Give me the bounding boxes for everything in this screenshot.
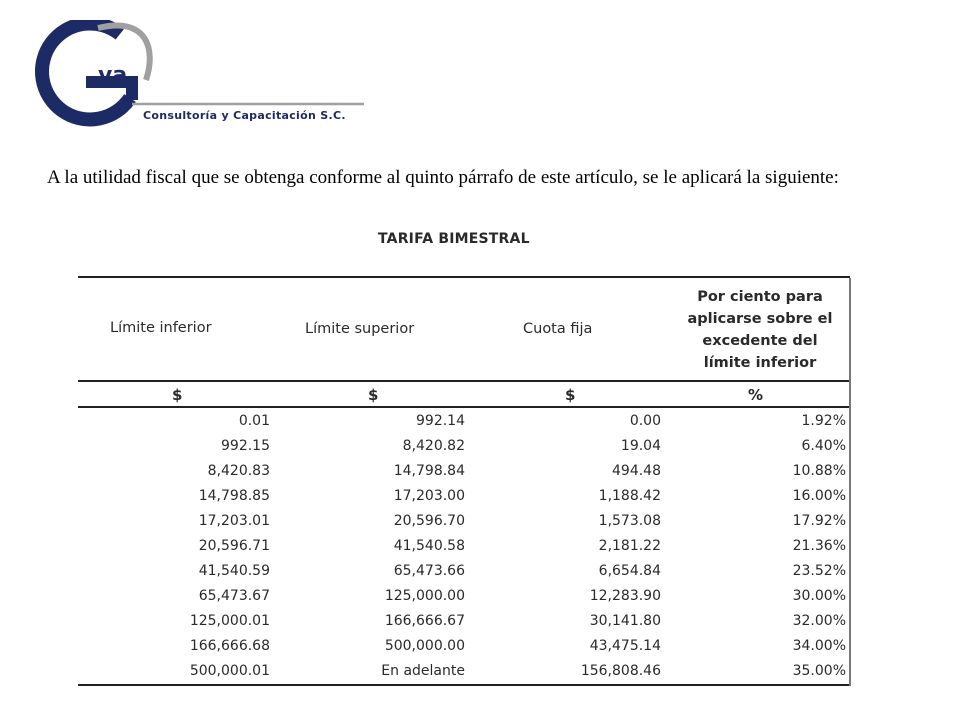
- cell-limite-superior: En adelante: [381, 663, 465, 679]
- cell-cuota-fija: 2,181.22: [598, 538, 661, 554]
- unit-col3: $: [565, 386, 576, 404]
- cell-cuota-fija: 30,141.80: [589, 613, 661, 629]
- header-cuota-fija: Cuota fija: [523, 321, 593, 337]
- cell-cuota-fija: 12,283.90: [589, 588, 661, 604]
- cell-por-ciento: 10.88%: [792, 463, 846, 479]
- header-rule: [78, 380, 850, 382]
- header-limite-superior: Límite superior: [305, 321, 415, 337]
- table-row: [0, 511, 960, 536]
- cell-limite-inferior: 125,000.01: [189, 613, 270, 629]
- table-row: [0, 561, 960, 586]
- cell-limite-superior: 125,000.00: [384, 588, 465, 604]
- cell-por-ciento: 30.00%: [792, 588, 846, 604]
- table-top-rule: [78, 276, 850, 278]
- cell-cuota-fija: 1,188.42: [598, 488, 661, 504]
- cell-limite-inferior: 0.01: [238, 413, 270, 429]
- header-por-ciento-line: Por ciento para: [697, 289, 823, 305]
- cell-limite-inferior: 17,203.01: [198, 513, 270, 529]
- cell-por-ciento: 32.00%: [792, 613, 846, 629]
- table-row: [0, 411, 960, 436]
- cell-por-ciento: 35.00%: [792, 663, 846, 679]
- cell-limite-inferior: 500,000.01: [189, 663, 270, 679]
- cell-limite-superior: 992.14: [416, 413, 465, 429]
- cell-limite-inferior: 992.15: [221, 438, 270, 454]
- header-por-ciento: [662, 286, 858, 374]
- cell-por-ciento: 17.92%: [792, 513, 846, 529]
- cell-limite-superior: 20,596.70: [393, 513, 465, 529]
- unit-col2: $: [368, 386, 379, 404]
- cell-por-ciento: 23.52%: [792, 563, 846, 579]
- cell-limite-superior: 41,540.58: [393, 538, 465, 554]
- table-row: [0, 436, 960, 461]
- logo-subtitle: Consultoría y Capacitación S.C.: [143, 109, 346, 122]
- cell-por-ciento: 6.40%: [801, 438, 846, 454]
- header-por-ciento-line: excedente del: [702, 333, 818, 349]
- cell-por-ciento: 16.00%: [792, 488, 846, 504]
- cell-limite-superior: 166,666.67: [384, 613, 465, 629]
- cell-limite-inferior: 8,420.83: [207, 463, 270, 479]
- table-row: [0, 586, 960, 611]
- cell-por-ciento: 1.92%: [801, 413, 846, 429]
- cell-cuota-fija: 1,573.08: [598, 513, 661, 529]
- table-row: [0, 536, 960, 561]
- cell-cuota-fija: 494.48: [612, 463, 661, 479]
- header-por-ciento-line: aplicarse sobre el: [687, 311, 833, 327]
- table-row: [0, 486, 960, 511]
- header-limite-inferior: Límite inferior: [110, 320, 212, 336]
- unit-col4: %: [748, 386, 764, 404]
- cell-cuota-fija: 156,808.46: [580, 663, 661, 679]
- header-por-ciento-line: límite inferior: [703, 355, 817, 371]
- units-rule: [78, 406, 850, 408]
- cell-limite-inferior: 65,473.67: [198, 588, 270, 604]
- table-title: TARIFA BIMESTRAL: [378, 231, 530, 247]
- cell-limite-inferior: 166,666.68: [189, 638, 270, 654]
- unit-col1: $: [172, 386, 183, 404]
- table-row: [0, 661, 960, 686]
- cell-cuota-fija: 19.04: [620, 438, 661, 454]
- table-row: [0, 461, 960, 486]
- cell-por-ciento: 34.00%: [792, 638, 846, 654]
- cell-limite-superior: 500,000.00: [384, 638, 465, 654]
- cell-cuota-fija: 0.00: [629, 413, 661, 429]
- intro-paragraph: A la utilidad fiscal que se obtenga conforme al quinto párrafo de este artículo, se le aplicará la siguiente:: [47, 167, 839, 188]
- cell-limite-superior: 65,473.66: [393, 563, 465, 579]
- cell-cuota-fija: 43,475.14: [589, 638, 661, 654]
- cell-limite-inferior: 41,540.59: [198, 563, 270, 579]
- cell-limite-inferior: 14,798.85: [198, 488, 270, 504]
- cell-cuota-fija: 6,654.84: [598, 563, 661, 579]
- table-row: [0, 636, 960, 661]
- cell-limite-superior: 8,420.82: [402, 438, 465, 454]
- table-row: [0, 611, 960, 636]
- cell-por-ciento: 21.36%: [792, 538, 846, 554]
- cell-limite-inferior: 20,596.71: [198, 538, 270, 554]
- cell-limite-superior: 14,798.84: [393, 463, 465, 479]
- cell-limite-superior: 17,203.00: [393, 488, 465, 504]
- logo-letters: va: [98, 63, 128, 88]
